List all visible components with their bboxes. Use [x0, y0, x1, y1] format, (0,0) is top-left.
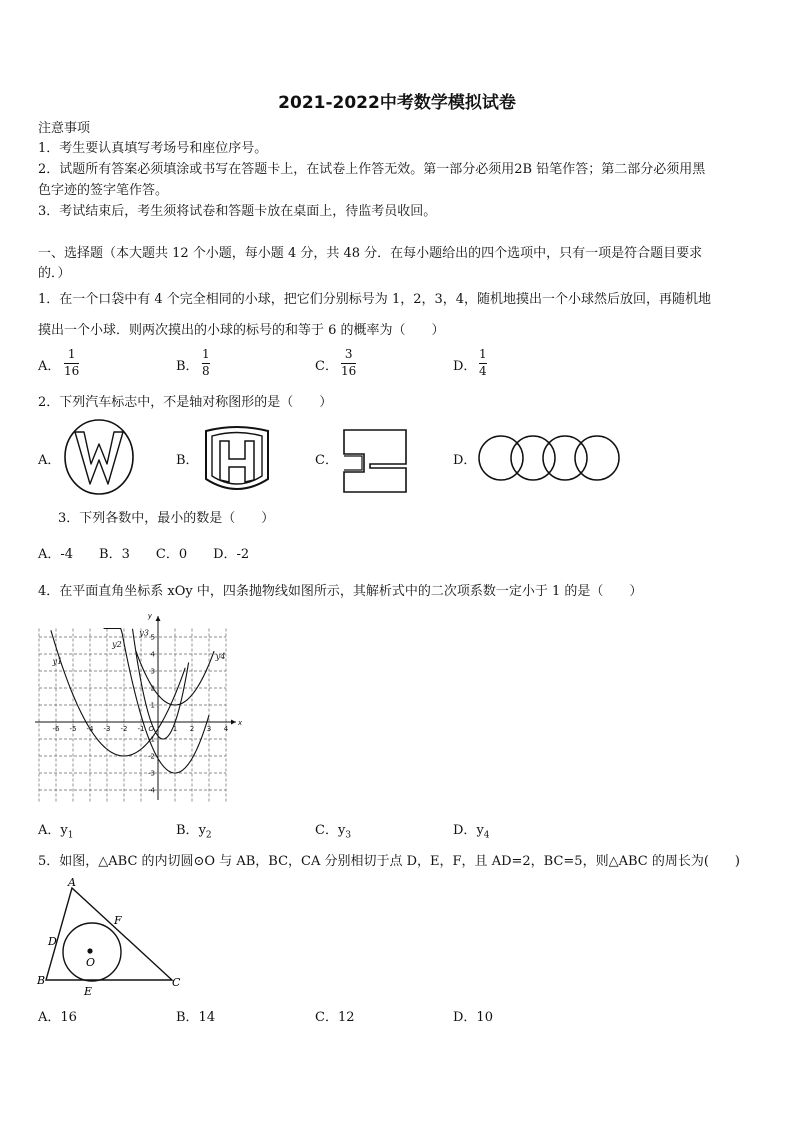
y-tick-label: 5 — [150, 633, 155, 642]
q4-option-a — [38, 822, 73, 845]
q5-option-d: D．10 — [453, 1010, 493, 1025]
q1-option-b-fraction — [202, 348, 210, 378]
q2-option-a-letter: A． — [38, 453, 61, 468]
center-o-label: O — [86, 956, 96, 969]
q4-option-a-letter: A． — [38, 823, 61, 838]
curve-label-y3: y3 — [139, 628, 149, 638]
q4-option-a-y: y — [60, 823, 68, 838]
curve-label-y2: y2 — [112, 640, 122, 650]
page-title: 2021-2022中考数学模拟试卷 — [278, 93, 516, 113]
q1-option-d-fraction — [479, 348, 487, 378]
denominator: 8 — [202, 364, 210, 378]
triangle-incircle-figure — [34, 874, 194, 1000]
notched-rectangle-logo-figure — [340, 428, 410, 494]
q1-option-c-letter: C． — [315, 359, 338, 374]
tangent-f-label: F — [114, 914, 122, 927]
q1-option-a-letter: A． — [38, 359, 61, 374]
parabola-y2 — [104, 629, 212, 774]
x-tick-label: 1 — [172, 725, 178, 733]
vertex-c-label: C — [172, 976, 181, 989]
numerator: 1 — [67, 347, 76, 361]
x-tick-label: 2 — [189, 725, 195, 733]
numerator: 1 — [479, 347, 487, 361]
x-tick-label: -5 — [69, 725, 77, 733]
y-tick-label: 3 — [150, 667, 155, 676]
q2-option-d-letter: D． — [453, 453, 477, 468]
origin-label: O — [148, 725, 154, 733]
y-tick-label: 1 — [150, 701, 155, 710]
q3-stem: 3．下列各数中，最小的数是（ ） — [58, 511, 275, 526]
q1-stem: 1．在一个口袋中有 4 个完全相同的小球，把它们分别标号为 1，2，3，4，随机地摸出一个小球然后放回，再随机地 — [38, 292, 712, 307]
y-axis-label: y — [147, 612, 152, 620]
q5-option-a: A．16 — [38, 1010, 77, 1025]
denominator: 16 — [341, 364, 357, 378]
notice-item-2: 2．试题所有答案必须填涂或书写在答题卡上，在试卷上作答无效。第一部分必须用2B 铅笔作答；第二部分必须用黑 — [38, 162, 706, 177]
q2-stem: 2．下列汽车标志中，不是轴对称图形的是（ ） — [38, 395, 333, 410]
q4-option-c-letter: C． — [315, 823, 338, 838]
q4-option-b-subscript: 2 — [205, 830, 212, 841]
y-tick-label: 2 — [150, 684, 155, 693]
x-tick-label: 3 — [206, 725, 212, 733]
vertex-b-label: B — [37, 974, 46, 987]
q5-option-b: B．14 — [176, 1010, 216, 1025]
q4-option-c-y: y — [337, 823, 346, 838]
q1-option-c-fraction — [341, 348, 356, 378]
q2-option-b-letter: B． — [176, 453, 199, 468]
section-heading: 一、选择题（本大题共 12 个小题，每小题 4 分，共 48 分．在每小题给出的四个选项中，只有一项是符合题目要求 — [38, 246, 703, 261]
four-rings-logo-figure — [477, 433, 623, 483]
volkswagen-logo-figure — [62, 418, 136, 496]
q4-option-b-y: y — [198, 823, 206, 838]
honda-logo-figure — [200, 425, 274, 497]
q4-option-c — [315, 822, 351, 845]
y-tick-label: -3 — [148, 769, 155, 778]
q4-option-d — [453, 822, 490, 845]
y-tick-label: -1 — [148, 735, 155, 744]
tangent-e-label: E — [84, 985, 93, 998]
q4-option-b — [176, 822, 212, 845]
q2-option-c-letter: C． — [315, 453, 338, 468]
y-tick-label: -2 — [148, 752, 155, 761]
vertex-a-label: A — [68, 876, 76, 889]
q1-stem-cont: 摸出一个小球．则两次摸出的小球的标号的和等于 6 的概率为（ ） — [38, 323, 445, 338]
notice-item-3: 3．考试结束后，考生须将试卷和答题卡放在桌面上，待监考员收回。 — [38, 204, 437, 219]
curve-label-y4: y4 — [215, 652, 226, 662]
x-tick-label: -6 — [52, 725, 60, 733]
y-tick-label: 4 — [150, 650, 155, 659]
curve-label-y1: y1 — [52, 657, 63, 667]
q4-option-d-subscript: 4 — [483, 830, 490, 841]
q4-option-a-subscript: 1 — [67, 830, 74, 841]
y-tick-label: -4 — [148, 786, 155, 795]
y-axis-arrow — [156, 616, 161, 621]
x-tick-label: -4 — [86, 725, 94, 733]
tangent-d-label: D — [48, 935, 57, 948]
x-axis-label: x — [238, 719, 243, 727]
x-tick-label: 4 — [223, 725, 229, 733]
q4-option-d-y: y — [476, 823, 484, 838]
q5-option-c: C．12 — [315, 1010, 355, 1025]
x-tick-label: -2 — [120, 725, 128, 733]
section-heading-cont: 的．） — [38, 266, 71, 281]
q4-option-c-subscript: 3 — [345, 830, 352, 841]
notice-item-2-cont: 色字迹的签字笔作答。 — [38, 183, 169, 198]
denominator: 16 — [64, 364, 80, 378]
notice-heading: 注意事项 — [38, 121, 91, 136]
q4-option-b-letter: B． — [176, 823, 199, 838]
numerator: 1 — [202, 347, 210, 361]
notice-item-1: 1．考生要认真填写考场号和座位序号。 — [38, 141, 268, 156]
q3-options: A．-4 B．3 C．0 D．-2 — [38, 547, 250, 562]
q5-stem: 5．如图，△ABC 的内切圆⊙O 与 AB，BC，CA 分别相切于点 D，E，F，且 AD=2，BC=5，则△ABC 的周长为( ) — [38, 854, 740, 869]
denominator: 4 — [479, 364, 487, 378]
numerator: 3 — [344, 347, 353, 361]
q4-stem: 4．在平面直角坐标系 xOy 中，四条抛物线如图所示，其解析式中的二次项系数一定小于 1 的是（ ） — [38, 584, 643, 599]
parabola-graph — [38, 612, 248, 804]
x-tick-label: -3 — [103, 725, 111, 733]
x-tick-label: -1 — [137, 725, 145, 733]
q1-option-a-fraction — [64, 348, 79, 378]
q4-option-d-letter: D． — [453, 823, 477, 838]
q1-option-b-letter: B． — [176, 359, 199, 374]
q1-option-d-letter: D． — [453, 359, 477, 374]
x-axis-arrow — [231, 720, 236, 725]
